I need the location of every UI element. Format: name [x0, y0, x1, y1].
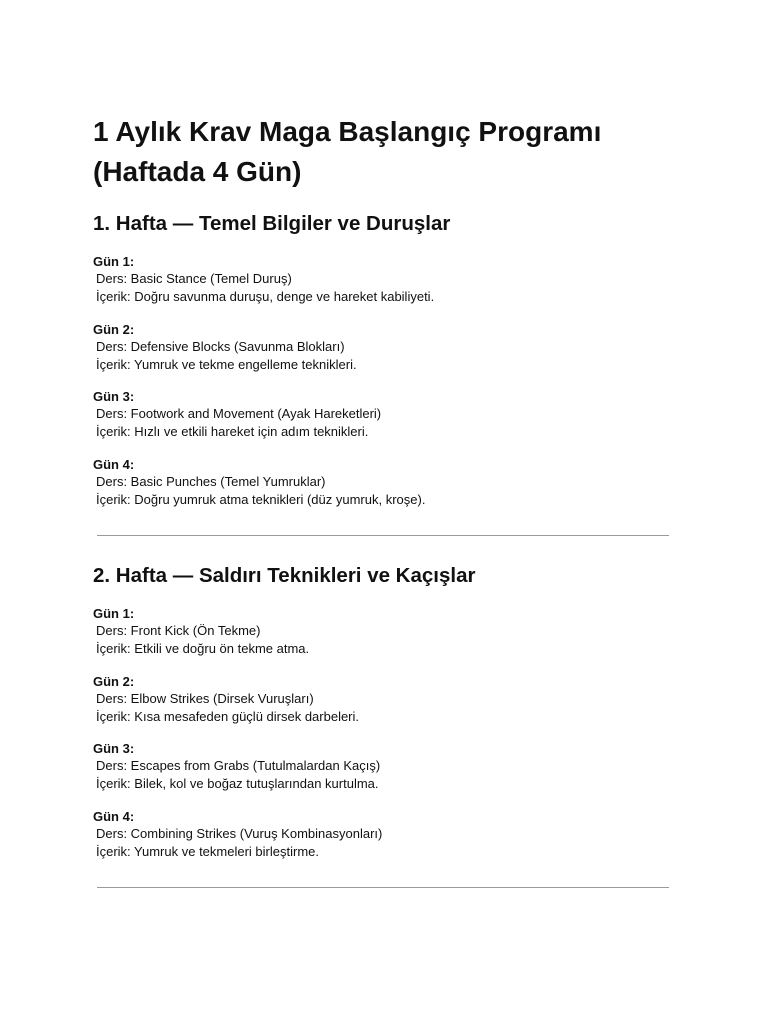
day-content: İçerik: Hızlı ve etkili hareket için adım teknikleri.: [96, 424, 369, 439]
day-lesson: Ders: Footwork and Movement (Ayak Hareketleri): [96, 406, 382, 421]
week-1-day-3: [93, 389, 673, 441]
week-1-day-4: [93, 457, 673, 509]
day-label: Gün 4:: [93, 809, 135, 824]
week-2-day-4: [93, 809, 673, 861]
week-1-heading: 1. Hafta — Temel Bilgiler ve Duruşlar: [93, 212, 451, 235]
day-label: Gün 2:: [93, 674, 135, 689]
day-content: İçerik: Doğru yumruk atma teknikleri (düz yumruk, kroşe).: [96, 492, 426, 507]
week-1-day-1: [93, 254, 673, 306]
week-1-section: [93, 212, 673, 507]
week-2-day-2: [93, 674, 673, 726]
day-label: Gün 1:: [93, 606, 135, 621]
week-1-day-2: [93, 322, 673, 374]
section-divider: [97, 887, 669, 888]
day-lesson: Ders: Basic Punches (Temel Yumruklar): [96, 474, 326, 489]
day-lesson: Ders: Escapes from Grabs (Tutulmalardan Kaçış): [96, 758, 381, 773]
day-content: İçerik: Doğru savunma duruşu, denge ve hareket kabiliyeti.: [96, 289, 435, 304]
day-label: Gün 1:: [93, 254, 135, 269]
day-lesson: Ders: Front Kick (Ön Tekme): [96, 623, 261, 638]
day-lesson: Ders: Basic Stance (Temel Duruş): [96, 271, 292, 286]
document-title-line1: 1 Aylık Krav Maga Başlangıç Programı: [93, 116, 602, 147]
day-label: Gün 2:: [93, 322, 135, 337]
day-content: İçerik: Yumruk ve tekmeleri birleştirme.: [96, 844, 319, 859]
section-divider: [97, 535, 669, 536]
day-lesson: Ders: Defensive Blocks (Savunma Blokları): [96, 339, 345, 354]
week-2-section: [93, 564, 673, 859]
day-content: İçerik: Bilek, kol ve boğaz tutuşlarından kurtulma.: [96, 776, 379, 791]
week-2-day-1: [93, 606, 673, 658]
day-content: İçerik: Etkili ve doğru ön tekme atma.: [96, 641, 310, 656]
day-label: Gün 3:: [93, 741, 135, 756]
day-label: Gün 3:: [93, 389, 135, 404]
document-title-line2: (Haftada 4 Gün): [93, 156, 302, 187]
day-content: İçerik: Kısa mesafeden güçlü dirsek darbeleri.: [96, 709, 360, 724]
day-label: Gün 4:: [93, 457, 135, 472]
week-2-day-3: [93, 741, 673, 793]
day-lesson: Ders: Elbow Strikes (Dirsek Vuruşları): [96, 691, 314, 706]
document-title: [93, 112, 693, 192]
day-content: İçerik: Yumruk ve tekme engelleme teknikleri.: [96, 357, 357, 372]
week-2-heading: 2. Hafta — Saldırı Teknikleri ve Kaçışlar: [93, 564, 476, 587]
day-lesson: Ders: Combining Strikes (Vuruş Kombinasyonları): [96, 826, 383, 841]
